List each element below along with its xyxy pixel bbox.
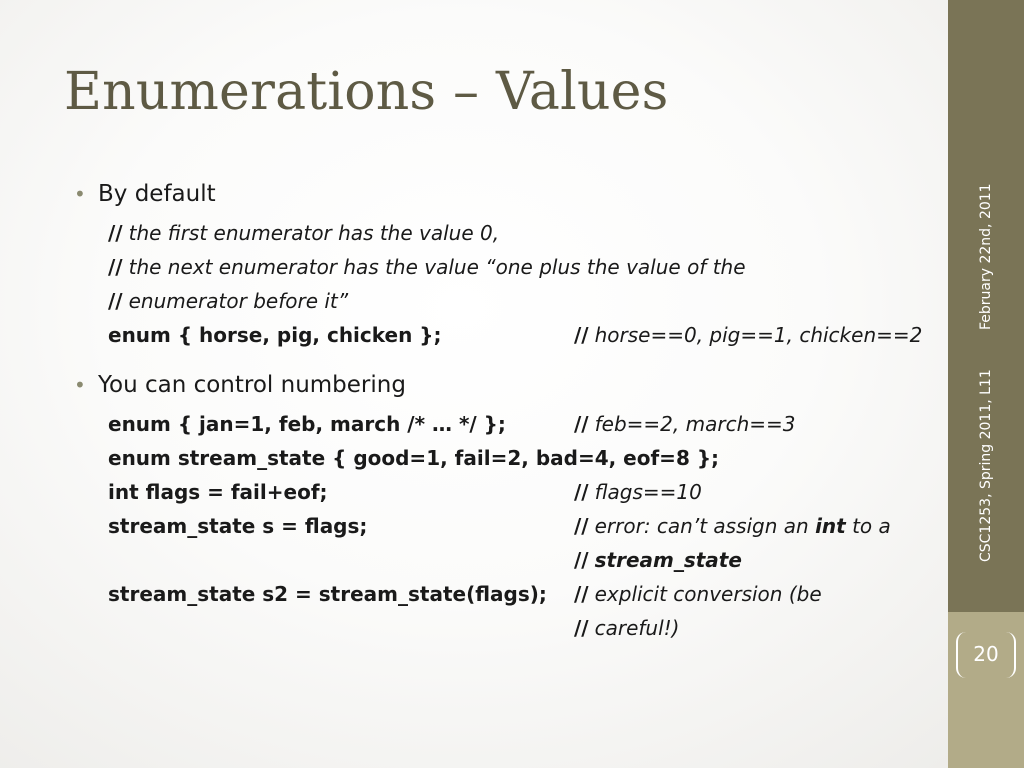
bullet-control-numbering — [74, 372, 406, 398]
code-comment: // flags==10 — [574, 480, 702, 504]
code-line: stream_state s2 = stream_state(flags); — [108, 582, 547, 606]
slide-title: Enumerations – Values — [64, 62, 669, 122]
code-comment: // stream_state — [574, 548, 742, 572]
code-line: int flags = fail+eof; — [108, 480, 328, 504]
bullet-by-default — [74, 181, 216, 207]
code-comment: // feb==2, march==3 — [574, 412, 796, 436]
code-comment: // error: can’t assign an int to a — [574, 514, 891, 538]
code-line: enum { horse, pig, chicken }; — [108, 323, 442, 347]
code-comment: // careful!) — [574, 616, 680, 640]
bullet-dot-icon: • — [74, 373, 86, 397]
date-footer: February 22nd, 2011 — [978, 183, 994, 330]
bullet-dot-icon: • — [74, 182, 86, 206]
bullet-text: You can control numbering — [98, 372, 406, 398]
course-footer: CSC1253, Spring 2011, L11 — [978, 369, 994, 562]
comment-line: // the first enumerator has the value 0, — [108, 221, 500, 245]
sidebar — [948, 0, 1024, 768]
code-line: stream_state s = flags; — [108, 514, 368, 538]
code-comment: // horse==0, pig==1, chicken==2 — [574, 323, 923, 347]
comment-line: // enumerator before it” — [108, 289, 349, 313]
sidebar-bottom-panel — [948, 612, 1024, 768]
page-number: 20 — [973, 642, 999, 666]
code-line: enum stream_state { good=1, fail=2, bad=4, eof=8 }; — [108, 446, 720, 470]
bullet-text: By default — [98, 181, 216, 207]
code-comment: // explicit conversion (be — [574, 582, 822, 606]
code-line: enum { jan=1, feb, march /* … */ }; — [108, 412, 506, 436]
comment-line: // the next enumerator has the value “one plus the value of the — [108, 255, 746, 279]
